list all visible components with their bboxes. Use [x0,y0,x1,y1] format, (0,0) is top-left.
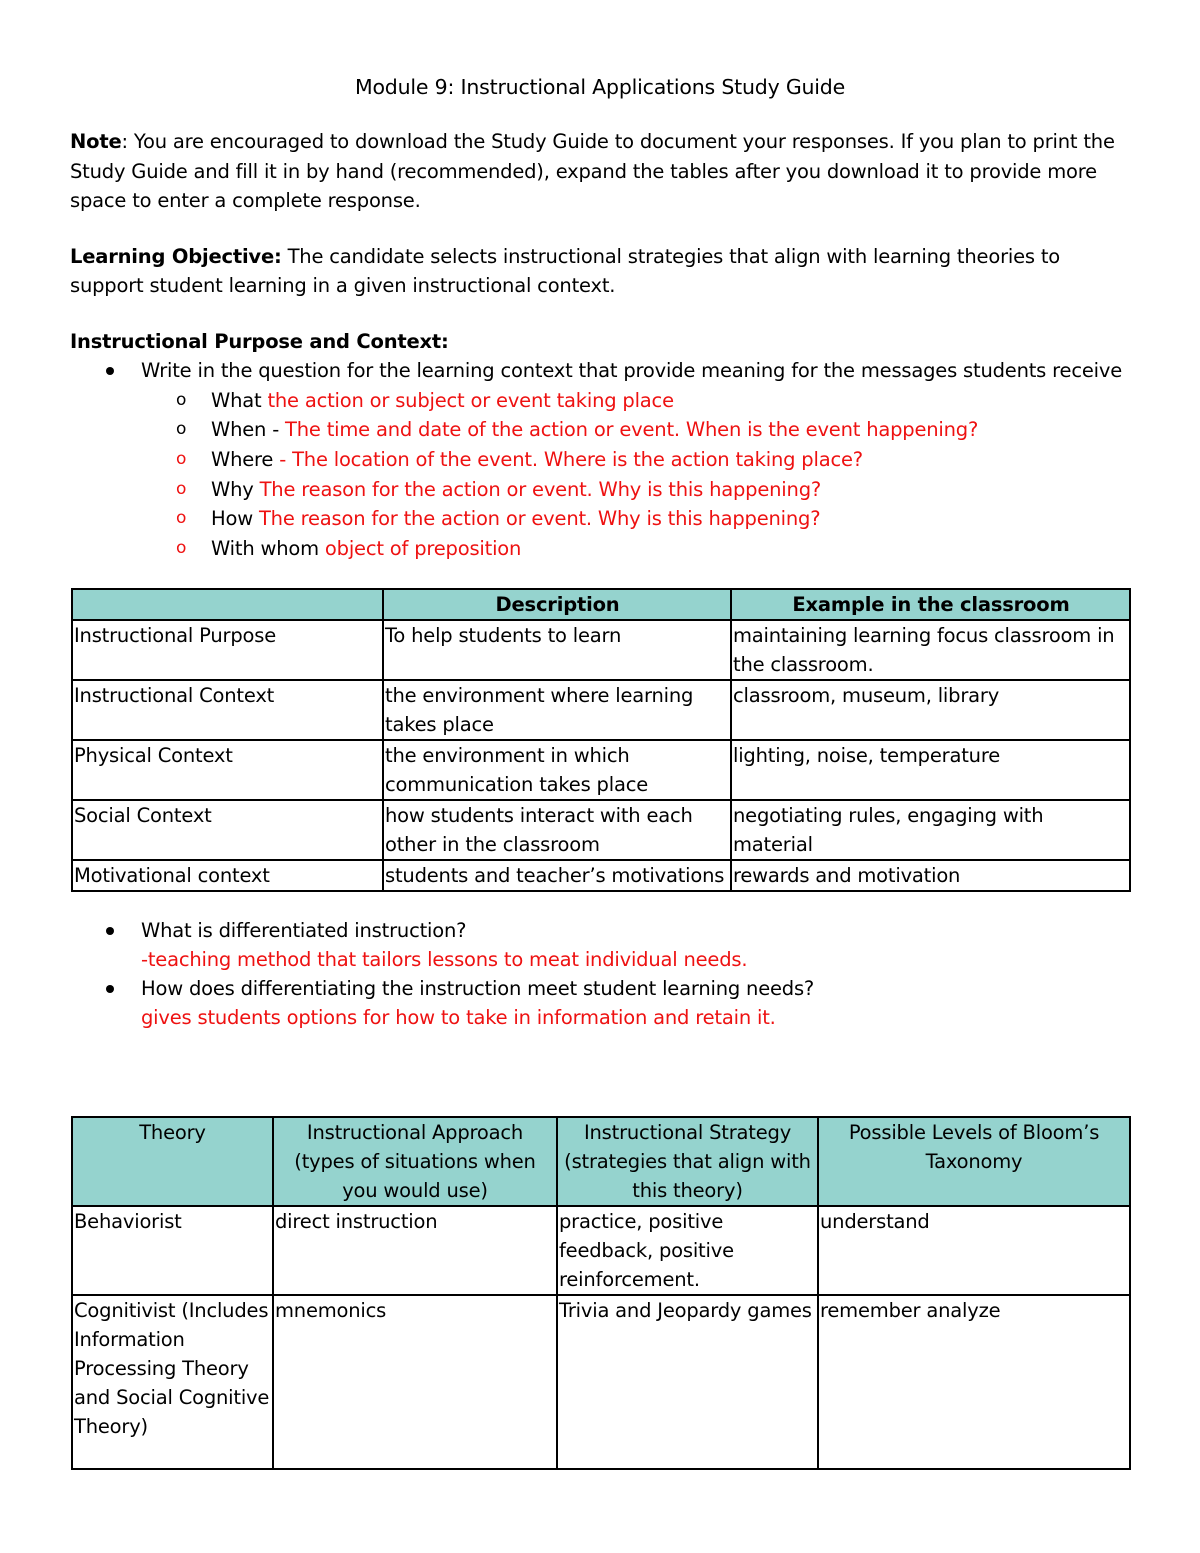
sub-item-answer: - The location of the event. Where is the action taking place? [279,447,863,471]
table-cell: Motivational context [72,860,383,891]
column-header: Instructional Approach (types of situations when you would use) [273,1117,557,1206]
table-row [72,800,1130,860]
table-cell: Trivia and Jeopardy games [557,1295,818,1469]
page-title: Module 9: Instructional Applications Study Guide [354,75,846,99]
sub-item [70,445,1130,475]
question-list [70,916,1130,1032]
document-page [70,70,1130,564]
question-item [70,974,1130,1032]
table-cell: Physical Context [72,740,383,800]
sub-item-answer: object of preposition [324,537,522,561]
table-row [72,620,1130,680]
table-cell: students and teacher’s motivations [383,860,731,891]
answer-text: -teaching method that tailors lessons to meat individual needs. [141,948,748,971]
table-cell: classroom, museum, library [731,680,1130,740]
table-cell: how students interact with each other in the classroom [383,800,731,860]
table-cell: understand [818,1206,1130,1295]
theory-table [71,1116,1131,1470]
circle-bullet-icon: o [176,389,187,410]
sub-item-label: What [211,388,268,412]
sub-item [70,475,1130,505]
circle-bullet-icon: o [176,419,187,440]
bullet-text: Write in the question for the learning context that provide meaning for the messages students receive [141,359,1123,382]
objective-label: Learning Objective: [70,244,282,268]
table-cell: the environment in which communication takes place [383,740,731,800]
table-row [72,680,1130,740]
objective-text: The candidate selects instructional strategies that align with learning theories to support student learning in a given instructional context. [70,244,1061,297]
note-text: : You are encouraged to download the Study Guide to document your responses. If you plan to print the Study Guide and fill it in by hand (recommended), expand the tables after you download it to provide more space to enter a complete response. [70,130,1115,212]
column-header: Example in the classroom [731,589,1130,620]
sub-item-label: Where [211,447,280,471]
sub-item-label: How [211,507,259,531]
circle-bullet-icon: o [176,478,187,499]
context-table [71,588,1131,892]
table-row [72,1295,1130,1469]
circle-bullet-icon: o [176,508,187,529]
answer-text: gives students options for how to take in information and retain it. [141,1006,776,1029]
table-cell: Cognitivist (Includes Information Processing Theory and Social Cognitive Theory) [72,1295,273,1469]
table-cell: Behaviorist [72,1206,273,1295]
purpose-heading: Instructional Purpose and Context: [70,329,449,353]
learning-objective-paragraph [70,242,1130,301]
table-cell: direct instruction [273,1206,557,1295]
table-cell: practice, positive feedback, positive reinforcement. [557,1206,818,1295]
column-header: Instructional Strategy (strategies that align with this theory) [557,1117,818,1206]
bullet-item [70,356,1130,386]
table-row [72,1206,1130,1295]
sub-item-label: When - [211,418,286,442]
table-cell: Instructional Purpose [72,620,383,680]
table-row [72,860,1130,891]
question-item [70,916,1130,974]
differentiation-questions [70,916,1130,1032]
sub-item-answer: the action or subject or event taking place [267,388,674,412]
circle-bullet-icon: o [176,538,187,559]
note-label: Note [70,130,122,153]
table-cell: the environment where learning takes place [383,680,731,740]
column-header [72,589,383,620]
table-row [72,740,1130,800]
sub-item-answer: The reason for the action or event. Why is this happening? [258,507,821,531]
column-header: Possible Levels of Bloom’s Taxonomy [818,1117,1130,1206]
context-table-header [72,589,1130,620]
sub-item [70,534,1130,564]
column-header: Theory [72,1117,273,1206]
sub-item-answer: The reason for the action or event. Why is this happening? [259,477,822,501]
circle-bullet-icon: o [176,448,187,469]
sub-item [70,415,1130,445]
purpose-bullet-list [70,356,1130,386]
table-cell: remember analyze [818,1295,1130,1469]
table-cell: Social Context [72,800,383,860]
question-text: How does differentiating the instruction meet student learning needs? [141,977,815,1000]
table-cell: rewards and motivation [731,860,1130,891]
sub-item-label: With whom [211,537,325,561]
note-paragraph [70,127,1130,216]
table-cell: mnemonics [273,1295,557,1469]
table-cell: To help students to learn [383,620,731,680]
column-header: Description [383,589,731,620]
sub-item [70,504,1130,534]
sub-item [70,386,1130,416]
table-cell: maintaining learning focus classroom in the classroom. [731,620,1130,680]
theory-table-header [72,1117,1130,1206]
sub-item-answer: The time and date of the action or event. When is the event happening? [285,418,979,442]
question-sub-list [70,386,1130,564]
question-text: What is differentiated instruction? [141,919,467,942]
table-cell: Instructional Context [72,680,383,740]
sub-item-label: Why [211,477,260,501]
table-cell: negotiating rules, engaging with material [731,800,1130,860]
table-cell: lighting, noise, temperature [731,740,1130,800]
